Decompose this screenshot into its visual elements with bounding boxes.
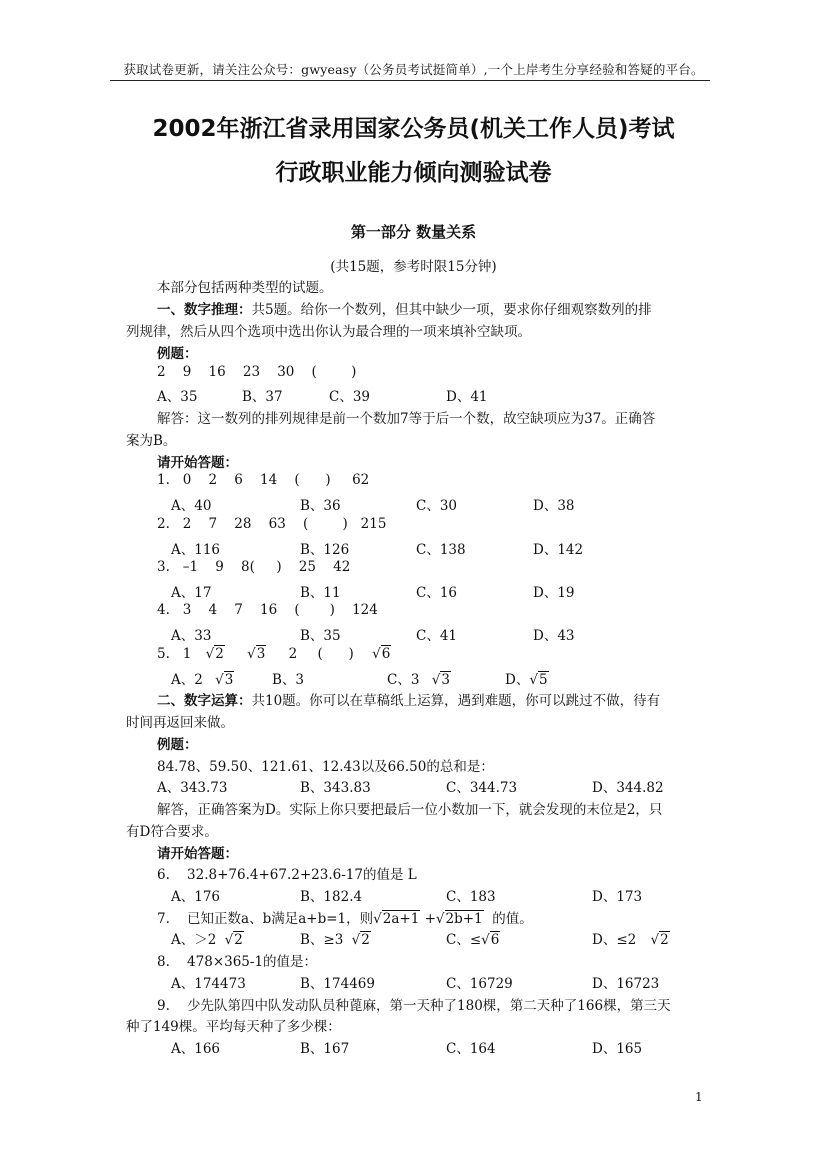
- section2-example-opt-a: A、343.73: [157, 780, 228, 796]
- q1-opt-c: C、30: [416, 498, 458, 514]
- q7-radicand-1: 2a+1: [382, 911, 420, 927]
- title-line-1: 2002年浙江省录用国家公务员(机关工作人员)考试: [152, 116, 675, 142]
- q1-opt-b: B、36: [300, 498, 341, 514]
- q5-opt-b: B、3: [272, 672, 305, 688]
- section1-example-opt-d: D、41: [446, 389, 488, 405]
- q8-opt-b: B、174469: [300, 976, 375, 992]
- q5-opt-d-label: D、: [505, 672, 530, 688]
- sqrt-icon: √3: [247, 646, 266, 662]
- q1-opt-a: A、40: [171, 498, 212, 514]
- q3-opt-b: B、11: [300, 585, 341, 601]
- q7-opt-b-label: B、≥3: [300, 932, 344, 948]
- q4-opt-b: B、35: [300, 628, 341, 644]
- section2-text1: 共10题。你可以在草稿纸上运算，遇到难题，你可以跳过不做，待有: [251, 693, 661, 709]
- section1-example-label: 例题：: [157, 346, 198, 362]
- q5-opt-c-label: C、3: [387, 672, 420, 688]
- sqrt-icon: √3: [215, 672, 234, 688]
- q5-opt-a: [171, 668, 234, 688]
- page-number: 1: [695, 1090, 703, 1104]
- section2-answer-line1: 解答，正确答案为D。实际上你只要把最后一位小数加一下，就会发现的末位是2，只: [157, 802, 663, 818]
- q5-radicand-2: 2: [215, 646, 224, 662]
- question-3: 3. –1 9 8( ) 25 42: [157, 559, 351, 575]
- q7-opt-c: [446, 928, 500, 948]
- q1-opt-d: D、38: [533, 498, 575, 514]
- question-7: [157, 907, 533, 927]
- sqrt-icon: √2a+1: [373, 911, 420, 927]
- q2-opt-d: D、142: [533, 542, 584, 558]
- q5-opt-d: [505, 668, 549, 688]
- sqrt-icon: √6: [481, 932, 500, 948]
- sqrt-icon: √2: [650, 932, 669, 948]
- section2-line2: 时间再返回来做。: [126, 715, 234, 731]
- q5-number: 5. 1: [157, 646, 192, 662]
- section2-example-opt-d: D、344.82: [592, 780, 664, 796]
- section2-example-opt-b: B、343.83: [300, 780, 371, 796]
- section1-start-label: 请开始答题：: [157, 455, 238, 471]
- q6-opt-c: C、183: [446, 889, 496, 905]
- section1-text1: 共5题。给你一个数列，但其中缺少一项，要求你仔细观察数列的排: [251, 302, 652, 318]
- sqrt-icon: √2: [205, 646, 224, 662]
- q7-opt-b-radicand: 2: [361, 932, 370, 948]
- sqrt-icon: √3: [431, 672, 450, 688]
- question-5: [157, 646, 391, 662]
- header-rule: [110, 80, 710, 81]
- title-line-2: 行政职业能力倾向测验试卷: [275, 160, 552, 186]
- section1-example-opt-b: B、37: [242, 389, 283, 405]
- section1-heading: 一、数字推理：: [157, 302, 252, 318]
- question-6: 6. 32.8+76.4+67.2+23.6-17的值是 L: [157, 867, 417, 883]
- question-9-line1: 9. 少先队第四中队发动队员种蓖麻，第一天种了180棵，第二天种了166棵，第三天: [157, 998, 671, 1014]
- q7-opt-a-radicand: 2: [234, 932, 243, 948]
- q5-opt-d-radicand: 5: [538, 672, 548, 688]
- q8-opt-d: D、16723: [592, 976, 660, 992]
- q7-opt-d: [592, 928, 670, 948]
- q5-opt-a-label: A、2: [171, 672, 203, 688]
- question-4: 4. 3 4 7 16 ( ) 124: [157, 602, 378, 618]
- question-8: 8. 478×365-1的值是：: [157, 954, 318, 970]
- question-2: 2. 2 7 28 63 ( ) 215: [157, 516, 387, 532]
- q5-opt-a-radicand: 3: [224, 672, 234, 688]
- q3-opt-a: A、17: [171, 585, 212, 601]
- sqrt-icon: √2: [224, 932, 243, 948]
- q5-two: 2: [288, 646, 298, 662]
- q7-opt-a-label: A、＞2: [171, 932, 217, 948]
- q7-opt-c-radicand: 6: [490, 932, 500, 948]
- part-title: 第一部分 数量关系: [350, 223, 477, 241]
- section1-answer-line1: 解答：这一数列的排列规律是前一个数加7等于后一个数，故空缺项应为37。正确答: [157, 411, 656, 427]
- q6-opt-a: A、176: [171, 889, 221, 905]
- q9-opt-a: A、166: [171, 1041, 221, 1057]
- q5-radicand-3: 3: [256, 646, 266, 662]
- page-header: 获取试卷更新，请关注公众号：gwyeasy（公务员考试挺简单）,一个上岸考生分享经验和答疑的平台。: [123, 62, 704, 77]
- section2-line1: [157, 689, 660, 709]
- section2-example-question: 84.78、59.50、121.61、12.43以及66.50的总和是：: [157, 759, 494, 775]
- q7-opt-d-radicand: 2: [660, 932, 669, 948]
- q7-opt-b: [300, 928, 371, 948]
- q5-radicand-6: 6: [381, 646, 391, 662]
- section1-example-opt-a: A、35: [157, 389, 198, 405]
- section1-answer-line2: 案为B。: [126, 433, 177, 449]
- question-9-line2: 种了149棵。平均每天种了多少棵：: [126, 1019, 341, 1035]
- section2-start-label: 请开始答题：: [157, 846, 238, 862]
- section1-line1: [157, 298, 652, 318]
- section2-answer-line2: 有D符合要求。: [126, 824, 218, 840]
- q5-blank: ( ): [317, 646, 354, 662]
- q2-opt-a: A、116: [171, 542, 221, 558]
- part-note: (共15题，参考时限15分钟): [330, 259, 497, 275]
- q5-opt-c: [387, 668, 451, 688]
- q5-opt-c-radicand: 3: [441, 672, 450, 688]
- section1-example-seq: 2 9 16 23 30 ( ): [157, 364, 357, 380]
- q7-radicand-2: 2b+1: [445, 911, 483, 927]
- q4-opt-c: C、41: [416, 628, 458, 644]
- sqrt-icon: √6: [372, 646, 391, 662]
- q7-opt-c-label: C、≤: [446, 932, 482, 948]
- q6-opt-d: D、173: [592, 889, 643, 905]
- q7-opt-a: [171, 928, 244, 948]
- section1-example-opt-c: C、39: [329, 389, 371, 405]
- sqrt-icon: √5: [529, 672, 548, 688]
- intro-text: 本部分包括两种类型的试题。: [157, 280, 333, 296]
- q3-opt-c: C、16: [416, 585, 458, 601]
- q7-suffix: 的值。: [483, 911, 533, 927]
- q6-opt-b: B、182.4: [300, 889, 363, 905]
- q4-opt-a: A、33: [171, 628, 212, 644]
- q2-opt-c: C、138: [416, 542, 466, 558]
- q7-opt-d-label: D、≤2: [592, 932, 637, 948]
- section2-heading: 二、数字运算：: [157, 693, 252, 709]
- q2-opt-b: B、126: [300, 542, 350, 558]
- q9-opt-d: D、165: [592, 1041, 643, 1057]
- section1-line2: 列规律，然后从四个选项中选出你认为最合理的一项来填补空缺项。: [126, 324, 531, 340]
- q7-prefix: 7. 已知正数a、b满足a+b=1，则: [157, 911, 374, 927]
- q8-opt-c: C、16729: [446, 976, 513, 992]
- q7-plus: +: [420, 911, 436, 927]
- section2-example-label: 例题：: [157, 737, 198, 753]
- q9-opt-c: C、164: [446, 1041, 496, 1057]
- q9-opt-b: B、167: [300, 1041, 350, 1057]
- section2-example-opt-c: C、344.73: [446, 780, 518, 796]
- sqrt-icon: √2b+1: [435, 911, 483, 927]
- q3-opt-d: D、19: [533, 585, 575, 601]
- question-1: 1. 0 2 6 14 ( ) 62: [157, 472, 370, 488]
- q4-opt-d: D、43: [533, 628, 575, 644]
- sqrt-icon: √2: [351, 932, 370, 948]
- q8-opt-a: A、174473: [171, 976, 246, 992]
